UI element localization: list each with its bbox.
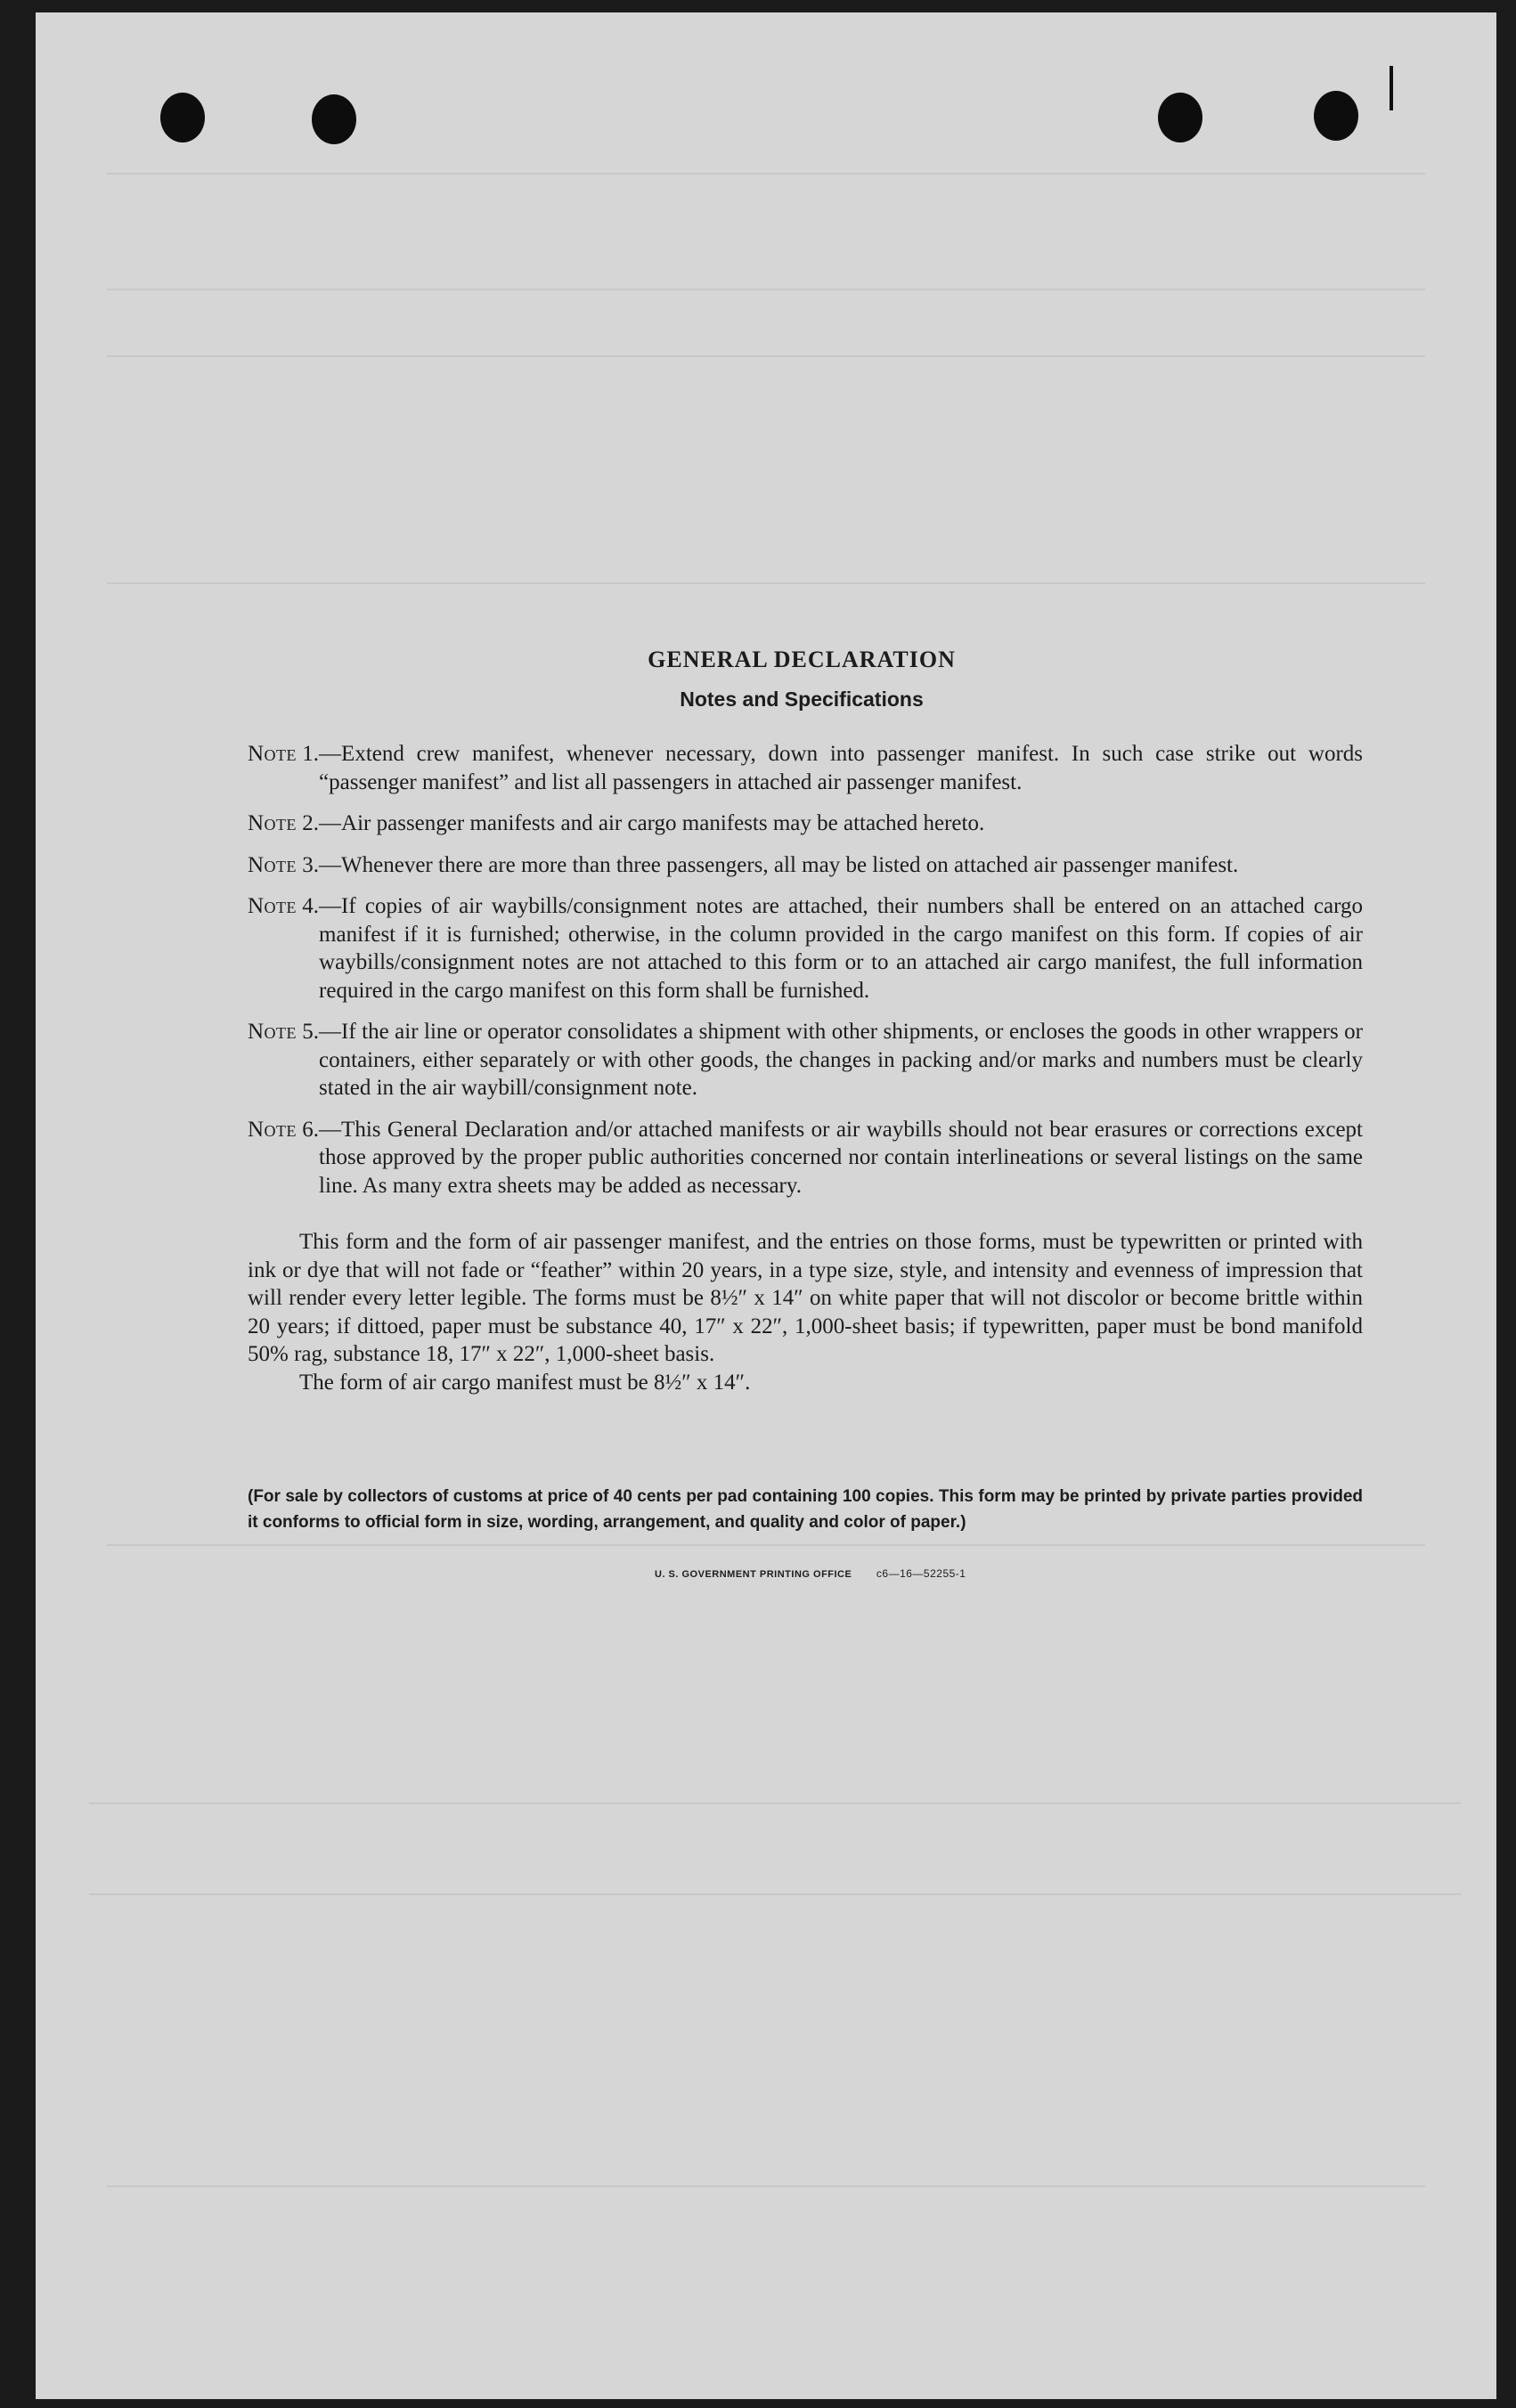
note-5 <box>205 1018 1363 1102</box>
note-4 <box>205 892 1363 1005</box>
specifications-paragraph: This form and the form of air passenger manifest, and the entries on those forms, must be typewritten or printed with ink or dye that will not fade or “feather” within 20 years, in a type size, style, and intensity and evenness of impression that will render every letter legible. The forms must be 8½″ x 14″ on white paper that will not discolor or become brittle within 20 years; if dittoed, paper must be substance 40, 17″ x 22″, 1,000-sheet basis; if typewritten, paper must be bond manifold 50% rag, substance 18, 17″ x 22″, 1,000-sheet basis. <box>248 1230 1363 1366</box>
note-2 <box>205 809 1363 838</box>
bleed-through-line <box>107 2185 1425 2187</box>
note-label: Note 4. <box>248 894 320 918</box>
bleed-through-table <box>89 1802 1461 1895</box>
punch-hole <box>1314 91 1358 141</box>
note-3 <box>205 851 1363 880</box>
sale-note: (For sale by collectors of customs at price of 40 cents per pad containing 100 copies. This form may be printed by private parties provided it conforms to official form in size, wording, arrangement, and quality and color of paper.) <box>248 1487 1363 1532</box>
specifications-block <box>205 1228 1363 1396</box>
punch-hole <box>1158 93 1202 142</box>
note-1 <box>205 740 1363 796</box>
punch-hole <box>160 93 205 142</box>
note-text: —If copies of air waybills/consignment notes are attached, their numbers shall be entered on an attached cargo manifest if it is furnished; otherwise, in the column provided in the cargo manifest on this form. If copies of air waybills/consignment notes are not attached to this form or to an attached air cargo manifest, the full information required in the cargo manifest on this form shall be furnished. <box>319 894 1363 1003</box>
note-text: —Extend crew manifest, whenever necessary, down into passenger manifest. In such case strike out words “passenger manifest” and list all passengers in attached air passenger manifest. <box>319 742 1363 794</box>
bleed-through-line <box>107 355 1425 357</box>
document-body <box>205 647 1363 1580</box>
printer-name: U. S. GOVERNMENT PRINTING OFFICE <box>655 1569 852 1580</box>
bleed-through-line <box>107 173 1425 175</box>
edge-mark <box>1390 66 1393 110</box>
note-text: —This General Declaration and/or attached manifests or air waybills should not bear erasures or corrections except those approved by the proper public authorities concerned nor contain interlineations or several listings on the same line. As many extra sheets may be added as necessary. <box>319 1117 1363 1198</box>
note-text: —Whenever there are more than three passengers, all may be listed on attached air passenger manifest. <box>319 852 1239 877</box>
note-label: Note 6. <box>248 1117 320 1142</box>
bleed-through-line <box>107 289 1425 290</box>
document-subtitle: Notes and Specifications <box>680 687 924 711</box>
document-title: GENERAL DECLARATION <box>648 647 956 672</box>
bleed-through-line <box>107 582 1425 584</box>
note-label: Note 3. <box>248 852 320 877</box>
note-text: —Air passenger manifests and air cargo manifests may be attached hereto. <box>319 811 985 835</box>
note-label: Note 2. <box>248 811 320 835</box>
note-text: —If the air line or operator consolidates a shipment with other shipments, or encloses the goods in other wrappers or containers, either separately or with other goods, the changes in packing and/or marks and numbers must be clearly stated in the air waybill/consignment note. <box>319 1020 1363 1100</box>
printer-imprint <box>205 1567 1363 1580</box>
note-label: Note 5. <box>248 1020 320 1044</box>
cargo-manifest-size-paragraph: The form of air cargo manifest must be 8½″ x 14″. <box>299 1370 751 1395</box>
punch-hole <box>312 94 356 144</box>
note-label: Note 1. <box>248 742 320 766</box>
document-page <box>36 12 1496 2399</box>
note-6 <box>205 1116 1363 1200</box>
printer-code: c6—16—52255-1 <box>876 1567 966 1580</box>
